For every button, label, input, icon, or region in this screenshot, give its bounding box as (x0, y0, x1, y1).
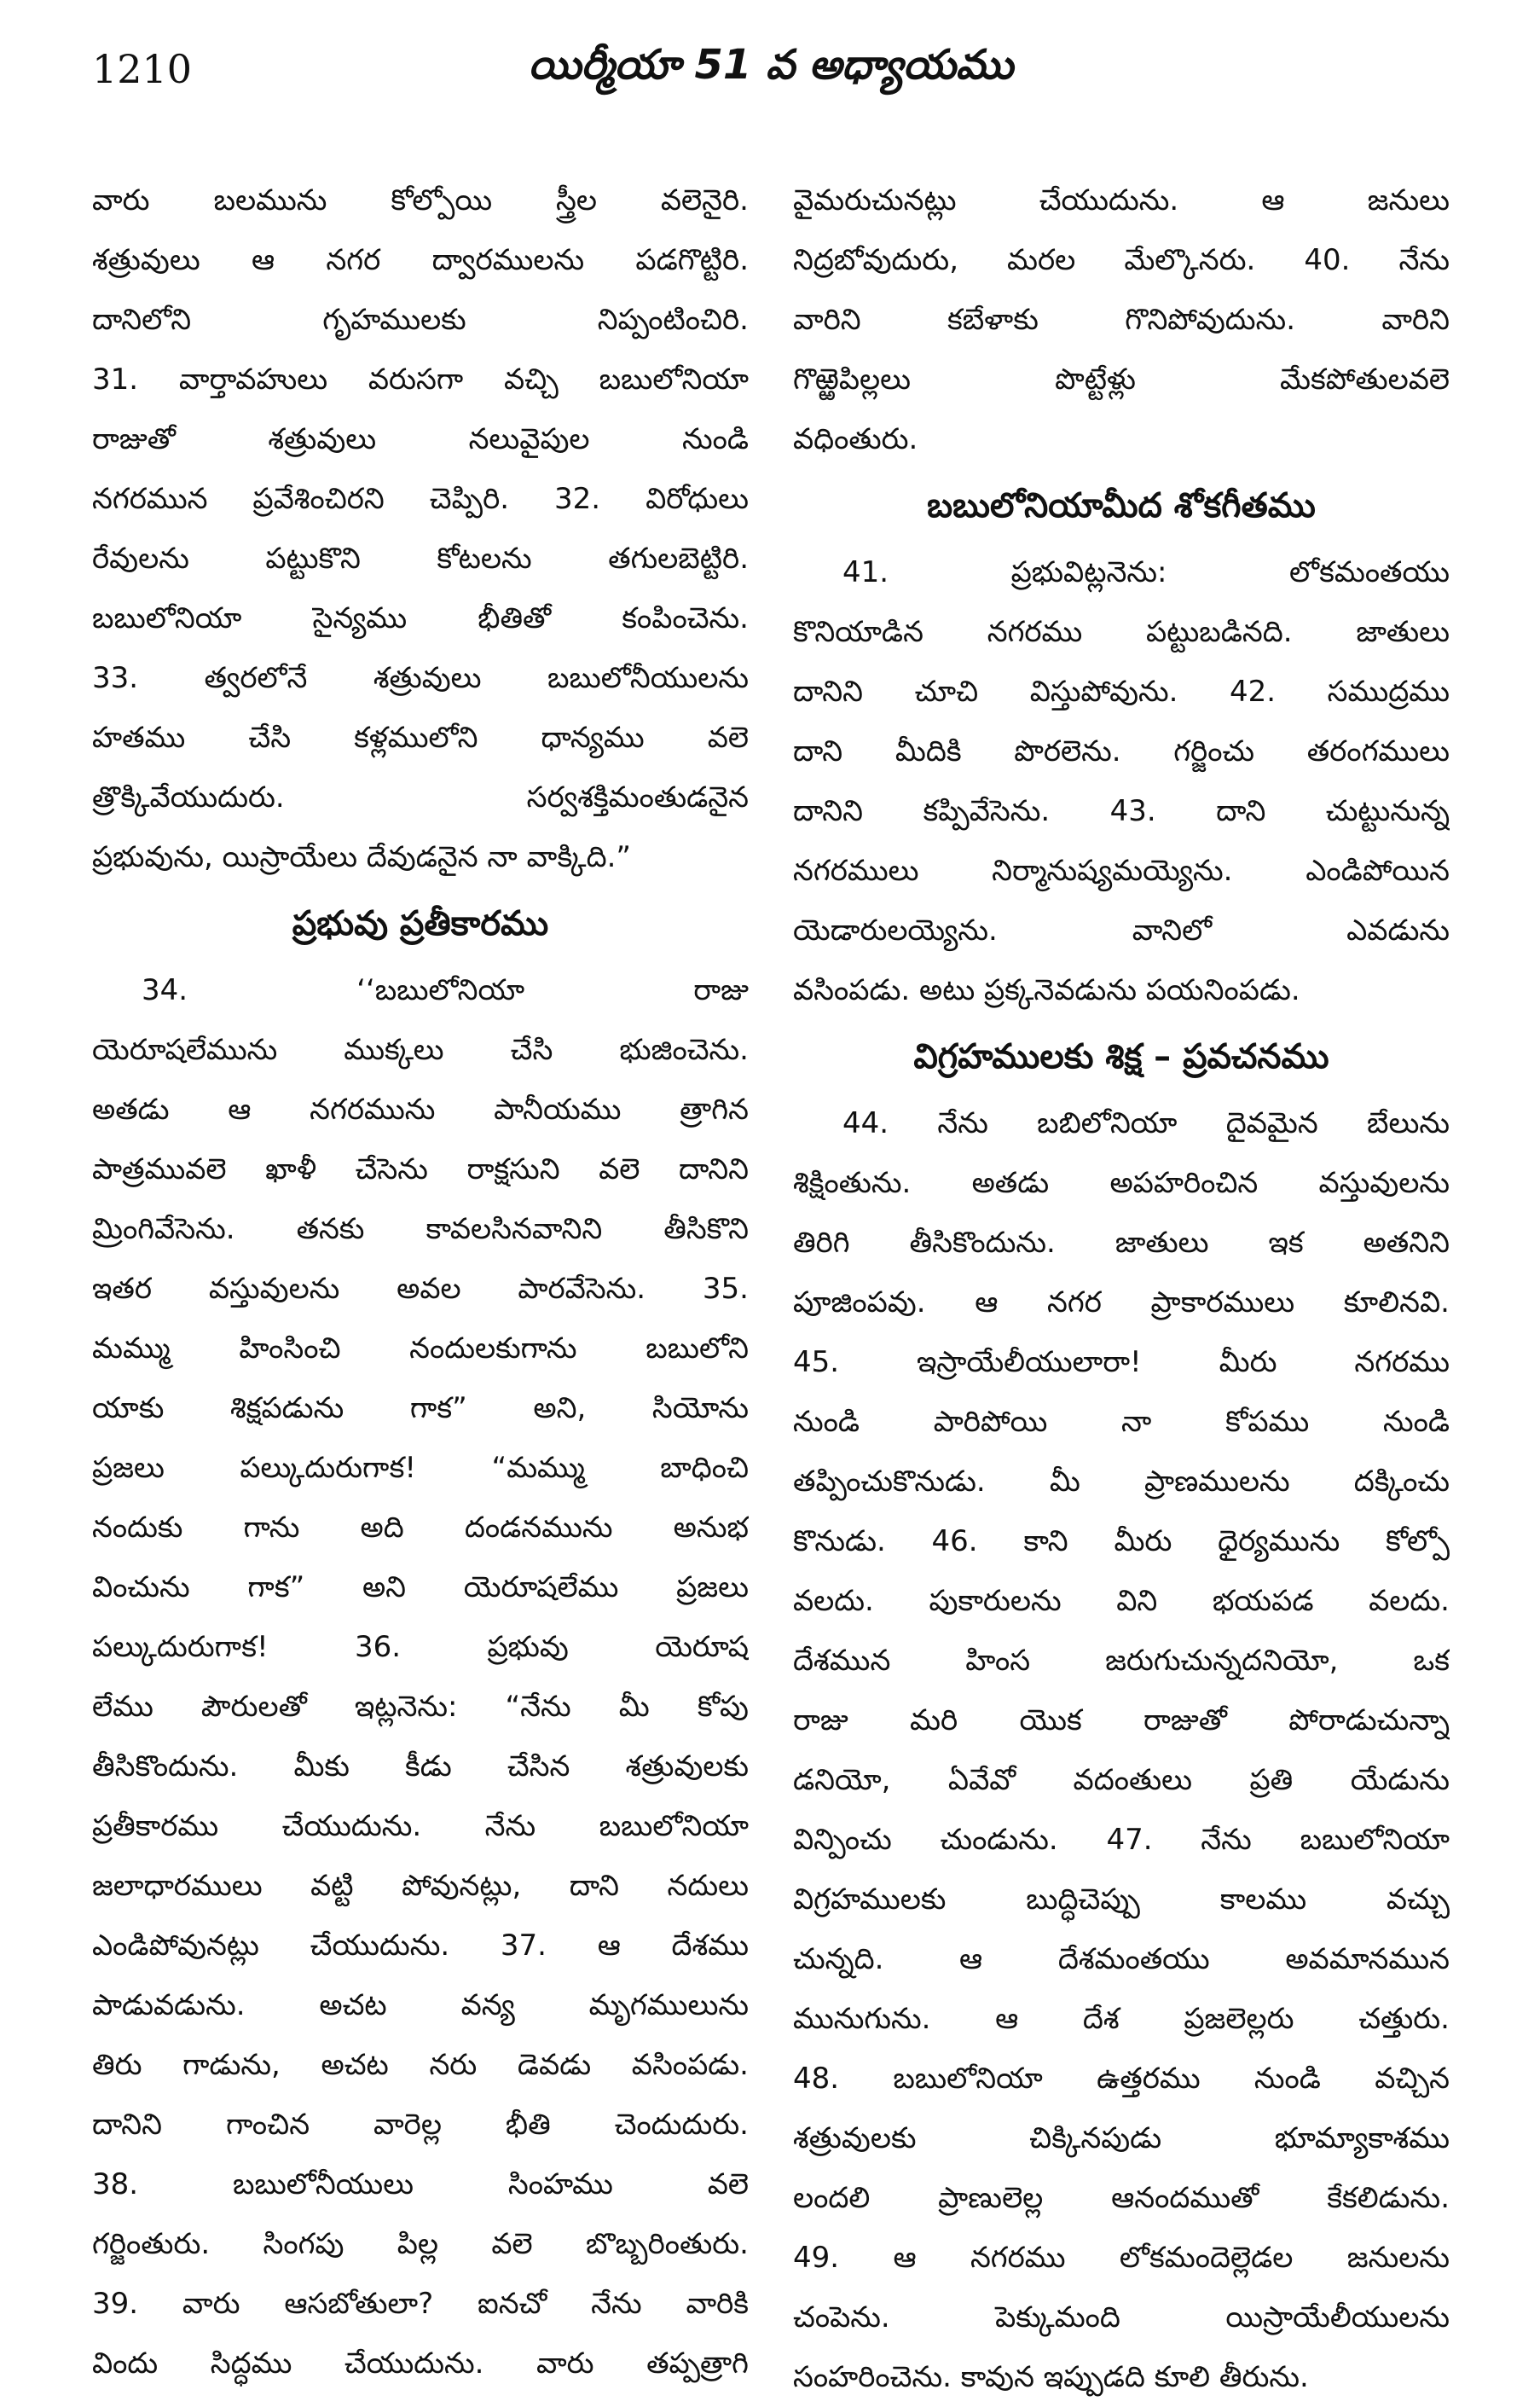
text-line: మునుగును. ఆ దేశ ప్రజలెల్లరు చత్తురు. (793, 2002, 1450, 2036)
text-line: తప్పించుకొనుడు. మీ ప్రాణములను దక్కించు (793, 1464, 1450, 1499)
text-line: 39. వారు ఆసబోతులా? ఐనచో నేను వారికి (92, 2287, 749, 2321)
text-line: మమ్ము హింసించి నందులకుగాను బబులోని (92, 1331, 749, 1366)
text-line: పల్కుదురుగాక! 36. ప్రభువు యెరూష (92, 1630, 749, 1664)
text-line: నగరమున ప్రవేశించిరని చెప్పిరి. 32. విరోధులు (92, 482, 749, 516)
right-column (793, 171, 1450, 2394)
text-line: 49. ఆ నగరము లోకమందెల్లెడల జనులను (793, 2241, 1450, 2275)
text-line: వధింతురు. (793, 422, 918, 456)
text-line: పాడువడును. అచట వన్య మృగములును (92, 1988, 749, 2022)
text-line: విన్పించు చుండును. 47. నేను బబులోనియా (793, 1823, 1450, 1857)
text-line: అతడు ఆ నగరమును పానీయము త్రాగిన (92, 1093, 749, 1127)
text-line: మ్రింగివేసెను. తనకు కావలసినవానిని తీసికొని (92, 1212, 749, 1246)
text-line: రాజుతో శత్రువులు నలువైపుల నుండి (92, 422, 749, 456)
text-line: లేము పౌరులతో ఇట్లనెను: “నేను మీ కోపు (92, 1690, 749, 1724)
page-number: 1210 (92, 46, 193, 92)
text-line: 48. బబులోనియా ఉత్తరము నుండి వచ్చిన (793, 2062, 1450, 2096)
text-line: తీసికొందును. మీకు కీడు చేసిన శత్రువులకు (92, 1749, 749, 1784)
text-line: వలదు. పుకారులను విని భయపడ వలదు. (793, 1584, 1450, 1618)
section-heading: బబులోనియామీద శోకగీతము (927, 486, 1316, 525)
text-line: వారిని కబేళాకు గొనిపోవుదును. వారిని (793, 303, 1450, 337)
section-heading: విగ్రహములకు శిక్ష – ప్రవచనము (913, 1037, 1329, 1076)
text-line: గర్జింతురు. సింగపు పిల్ల వలె బొబ్బరింతురు. (92, 2227, 749, 2261)
text-line: 45. ఇస్రాయేలీయులారా! మీరు నగరము (793, 1345, 1450, 1379)
section-heading: ప్రభువు ప్రతీకారము (292, 904, 549, 943)
text-line: శత్రువులకు చిక్కినపుడు భూమ్యాకాశము (793, 2121, 1450, 2155)
text-line: హతము చేసి కళ్లములోని ధాన్యము వలె (92, 721, 749, 755)
text-line: కొనుడు. 46. కాని మీరు ధైర్యమును కోల్పో (793, 1524, 1450, 1558)
page-header (92, 41, 1450, 118)
text-line: 38. బబులోనీయులు సింహము వలె (92, 2167, 749, 2201)
text-line: నిద్రబోవుదురు, మరల మేల్కొనరు. 40. నేను (793, 243, 1450, 277)
text-line: జలాధారములు వట్టి పోవునట్లు, దాని నదులు (92, 1869, 749, 1903)
running-title: యిర్మీయా 51 వ అధ్యాయము (528, 41, 1014, 89)
text-line: నగరములు నిర్మానుష్యమయ్యెను. ఎండిపోయిన (793, 854, 1450, 888)
left-column (92, 171, 749, 2381)
text-line: కొనియాడిన నగరము పట్టుబడినది. జాతులు (793, 615, 1450, 649)
text-line: దానిని గాంచిన వారెల్ల భీతి చెందుదురు. (92, 2108, 749, 2142)
text-line: తిరిగి తీసికొందును. జాతులు ఇక అతనిని (793, 1226, 1450, 1260)
text-line: బబులోనియా సైన్యము భీతితో కంపించెను. (92, 601, 749, 635)
text-line: వారు బలమును కోల్పోయి స్త్రీల వలెనైరి. (92, 183, 749, 218)
text-line: యెరూషలేమును ముక్కలు చేసి భుజించెను. (92, 1033, 749, 1067)
text-line: 33. త్వరలోనే శత్రువులు బబులోనీయులను (92, 661, 749, 695)
text-line: దేశమున హింస జరుగుచున్నదనియో, ఒక (793, 1644, 1450, 1678)
text-line: నుండి పారిపోయి నా కోపము నుండి (793, 1405, 1450, 1439)
text-line: తిరు గాడును, అచట నరు డెవడు వసింపడు. (92, 2048, 749, 2082)
text-line: పాత్రమువలె ఖాళీ చేసెను రాక్షసుని వలె దానిని (92, 1152, 749, 1186)
text-line: దానిని చూచి విస్తుపోవును. 42. సముద్రము (793, 675, 1450, 709)
text-line: ప్రజలు పల్కుదురుగాక! “మమ్ము బాధించి (92, 1451, 749, 1485)
text-line: చున్నది. ఆ దేశమంతయు అవమానమున (793, 1942, 1450, 1976)
text-line: దానిలోని గృహములకు నిప్పంటించిరి. (92, 303, 749, 337)
text-line: వైమరుచునట్లు చేయుదును. ఆ జనులు (793, 183, 1450, 218)
text-line: యెడారులయ్యెను. వానిలో ఎవడును (793, 914, 1450, 948)
text-line: 44. నేను బబిలోనియా దైవమైన బేలును (842, 1106, 1450, 1140)
text-line: పూజింపవు. ఆ నగర ప్రాకారములు కూలినవి. (793, 1285, 1450, 1320)
text-line: చంపెను. పెక్కుమంది యిస్రాయేలీయులను (793, 2300, 1450, 2334)
text-line: యాకు శిక్షపడును గాక” అని, సియోను (92, 1391, 749, 1425)
text-line: శిక్షింతును. అతడు అపహరించిన వస్తువులను (793, 1166, 1450, 1200)
text-line: 31. వార్తావహులు వరుసగా వచ్చి బబులోనియా (92, 362, 749, 397)
text-columns (92, 171, 1450, 2394)
text-line: గొఱ్ఱెపిల్లలు పొట్టేళ్లు మేకపోతులవలె (793, 362, 1450, 397)
text-line: రేవులను పట్టుకొని కోటలను తగులబెట్టిరి. (92, 542, 749, 576)
text-line: నందుకు గాను అది దండనమును అనుభ (92, 1511, 749, 1545)
text-line: ఇతర వస్తువులను అవల పారవేసెను. 35. (92, 1272, 749, 1306)
text-line: ప్రతీకారము చేయుదును. నేను బబులోనియా (92, 1809, 749, 1843)
text-line: డనియో, ఏవేవో వదంతులు ప్రతి యేడును (793, 1763, 1450, 1797)
text-line: విగ్రహములకు బుద్ధిచెప్పు కాలము వచ్చు (793, 1882, 1450, 1917)
text-line: లందలి ప్రాణులెల్ల ఆనందముతో కేకలిడును. (793, 2181, 1450, 2215)
text-line: దానిని కప్పివేసెను. 43. దాని చుట్టునున్న (793, 794, 1450, 828)
text-line: సంహరించెను. కావున ఇప్పుడది కూలి తీరును. (793, 2360, 1309, 2394)
text-line: ప్రభువును, యిస్రాయేలు దేవుడనైన నా వాక్కిది.” (92, 840, 632, 874)
text-line: 34. ‘‘బబులోనియా రాజు (142, 973, 749, 1007)
text-line: వసింపడు. అటు ప్రక్కనెవడును పయనింపడు. (793, 973, 1300, 1007)
text-line: దాని మీదికి పొరలెను. గర్జించు తరంగములు (793, 734, 1450, 768)
text-line: త్రొక్కివేయుదురు. సర్వశక్తిమంతుడనైన (92, 780, 749, 815)
text-line: 41. ప్రభువిట్లనెను: లోకమంతయు (842, 555, 1450, 589)
text-line: రాజు మరి యొక రాజుతో పోరాడుచున్నా (793, 1703, 1450, 1737)
text-line: ఎండిపోవునట్లు చేయుదును. 37. ఆ దేశము (92, 1928, 749, 1963)
text-line: శత్రువులు ఆ నగర ద్వారములను పడగొట్టిరి. (92, 243, 749, 277)
text-line: విందు సిద్ధము చేయుదును. వారు తప్పత్రాగి (92, 2346, 749, 2381)
text-line: వించును గాక” అని యెరూషలేము ప్రజలు (92, 1570, 749, 1604)
